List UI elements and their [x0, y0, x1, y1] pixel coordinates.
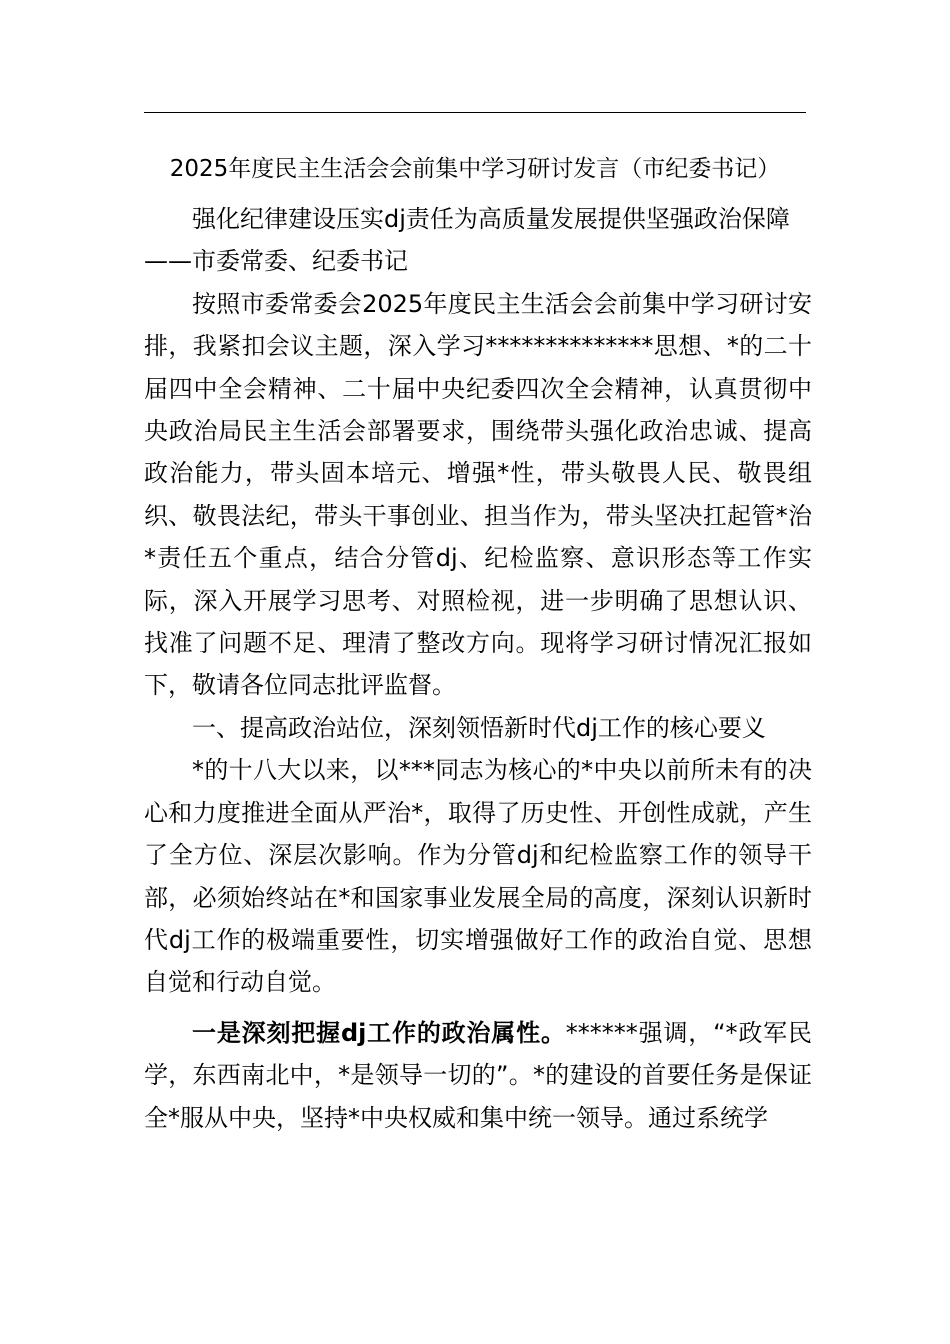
header-divider — [144, 112, 806, 113]
author-line: ——市委常委、纪委书记 — [144, 247, 408, 276]
intro-paragraph: 按照市委常委会2025年度民主生活会会前集中学习研讨安排，我紧扣会议主题，深入学习**************思想、*的二十届四中全会精神、二十届中央纪委四次全会精神，认真贯彻中央政治局民主生活会部署要求，围绕带头强化政治忠诚、提高政治能力，带头固本培元、增强*性，带头敬畏人民、敬畏组织、敬畏法纪，带头干事创业、担当作为，带头坚决扛起管*治*责任五个重点，结合分管dj、纪检监察、意识形态等工作实际，深入开展学习思考、对照检视，进一步明确了思想认识、找准了问题不足、理清了整改方向。现将学习研讨情况汇报如下，敬请各位同志批评监督。 — [144, 289, 812, 700]
document-subtitle: 强化纪律建设压实dj责任为高质量发展提供坚强政治保障 — [192, 205, 790, 233]
section-heading-1: 一、提高政治站位，深刻领悟新时代dj工作的核心要义 — [192, 713, 766, 742]
section-1-paragraph: *的十八大以来，以***同志为核心的*中央以前所未有的决心和力度推进全面从严治*，取得了历史性、开创性成就，产生了全方位、深层次影响。作为分管dj和纪检监察工作的领导干部，必须始终站在*和国家事业发展全局的高度，深刻认识新时代dj工作的极端重要性，切实增强做好工作的政治自觉、思想自觉和行动自觉。 — [144, 756, 812, 997]
point-1-text: ******强调，“*政军民学，东西南北中，*是领导一切的”。*的建设的首要任务是保证全*服从中央，坚持*中央权威和集中统一领导。通过系统学 — [144, 1018, 813, 1132]
document-title: 2025年度民主生活会会前集中学习研讨发言（市纪委书记） — [169, 156, 781, 182]
point-1-lead: 一是深刻把握dj工作的政治属性。 — [192, 1018, 566, 1047]
point-1-paragraph — [144, 1012, 812, 1139]
document-body — [144, 198, 812, 1139]
